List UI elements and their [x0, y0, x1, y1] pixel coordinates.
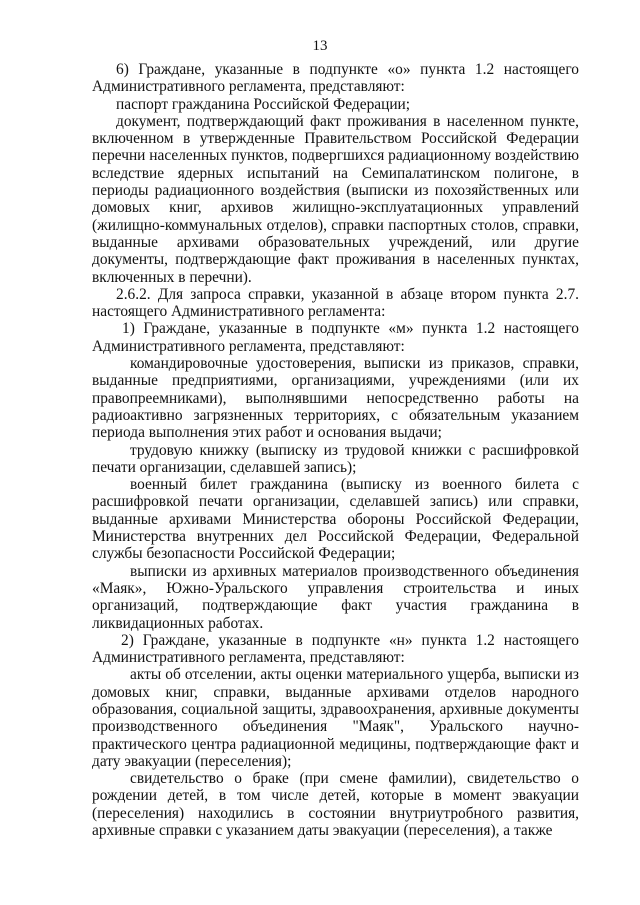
paragraph-marriage-certificate: свидетельство о браке (при смене фамилии), свидетельство о рождении детей, в том числе детей, которые в момент эвакуации (переселения) находились в состоянии внутриутробного развития, архивные справки с указанием даты эвакуации (переселения), а также	[92, 770, 579, 840]
paragraph-archive-extracts: выписки из архивных материалов производственного объединения «Маяк», Южно-Уральского управления строительства и иных организаций, подтверждающие факт участия гражданина в ликвидационных работах.	[92, 562, 579, 632]
paragraph-section-2-6-2: 2.6.2. Для запроса справки, указанной в абзаце втором пункта 2.7. настоящего Административного регламента:	[92, 285, 579, 321]
paragraph-resettlement-acts: акты об отселении, акты оценки материального ущерба, выписки из домовых книг, справки, выданные архивами отделов народного образования, социальной защиты, здравоохранения, архивные документы производственного объединения "Маяк", Уральского научно-практического центра радиационной медицины, подтверждающие факт и дату эвакуации (переселения);	[92, 666, 579, 770]
document-body	[92, 61, 579, 839]
page-number: 13	[312, 38, 328, 54]
paragraph-work-book: трудовую книжку (выписку из трудовой книжки с расшифровкой печати организации, сделавшей запись);	[92, 441, 579, 476]
paragraph-residence-document: документ, подтверждающий факт проживания в населенном пункте, включенном в утвержденные Правительством Российской Федерации перечни населенных пунктов, подвергшихся радиационному воздействию вследствие ядерных испытаний на Семипалатинском полигоне, в периоды радиационного воздействия (выписки из похозяйственных или домовых книг, архивов жилищно-эксплуатационных управлений (жилищно-коммунальных отделов), справки паспортных столов, справки, выданные архивами образовательных учреждений, или другие документы, подтверждающие факт проживания в населенных пунктах, включенных в перечни).	[92, 112, 579, 286]
paragraph-passport: паспорт гражданина Российской Федерации;	[116, 95, 411, 113]
paragraph-item-2: 2) Граждане, указанные в подпункте «н» пункта 1.2 настоящего Административного регламента, представляют:	[92, 631, 579, 667]
paragraph-item-6: 6) Граждане, указанные в подпункте «о» пункта 1.2 настоящего Административного регламента, представляют:	[92, 61, 579, 96]
paragraph-item-1: 1) Граждане, указанные в подпункте «м» пункта 1.2 настоящего Административного регламента, представляют:	[92, 320, 579, 355]
paragraph-military-id: военный билет гражданина (выписку из военного билета с расшифровкой печати организации, сделавшей запись) или справки, выданные архивами Министерства обороны Российской Федерации, Министерства внутренних дел Российской Федерации, Федеральной службы безопасности Российской Федерации;	[92, 476, 579, 563]
paragraph-travel-certificates: командировочные удостоверения, выписки из приказов, справки, выданные предприятиями, организациями, учреждениями (или их правопреемниками), выполнявшими непосредственно работы на радиоактивно загрязненных территориях, с обязательным указанием периода выполнения этих работ и основания выдачи;	[92, 355, 579, 442]
